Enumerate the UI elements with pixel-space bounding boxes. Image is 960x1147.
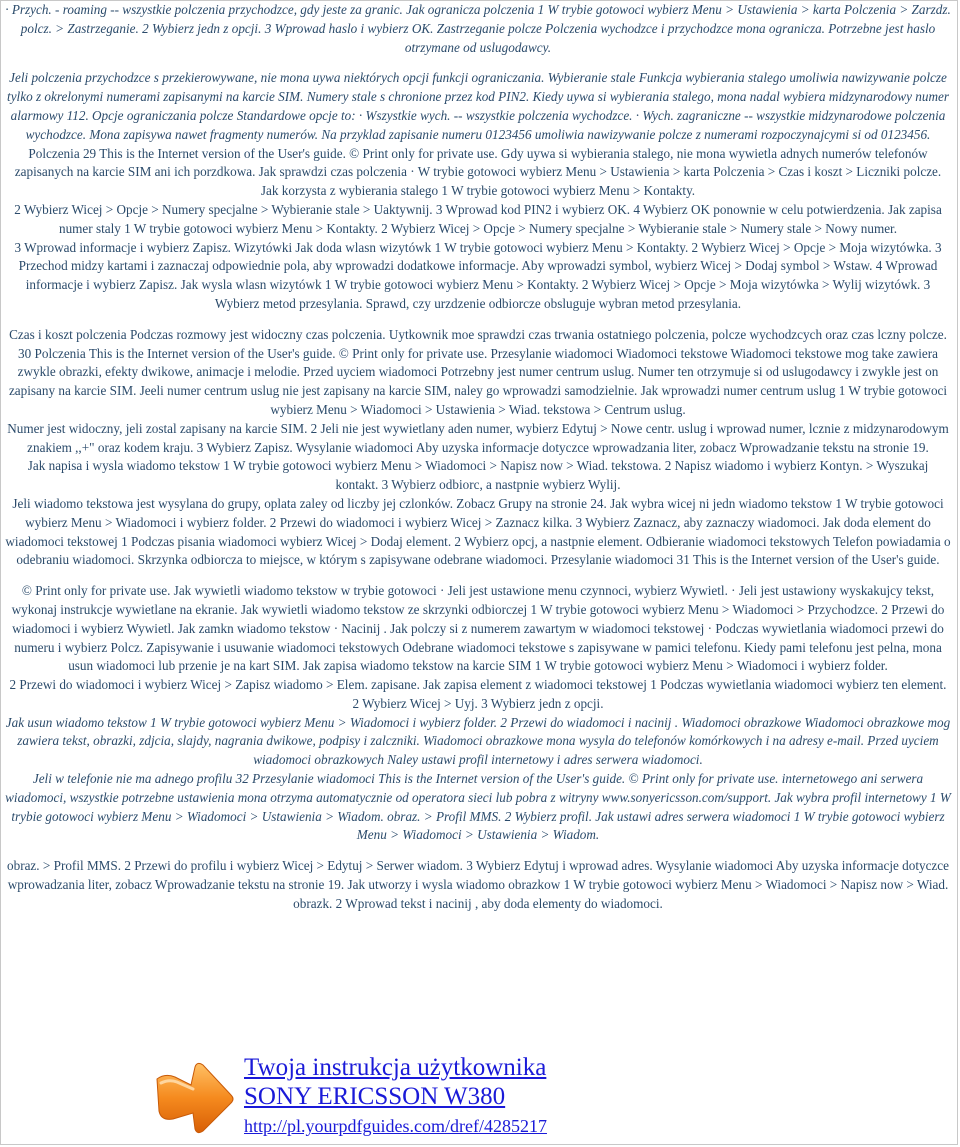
paragraph: Numer jest widoczny, jeli zostal zapisany na karcie SIM. 2 Jeli nie jest wywietlany aden numer, wybierz Edytuj > Nowe centr. uslug i wprowad numer, lcznie z midzynarodowym znakiem ,,+" oraz kodem kraju. 3 Wybierz Zapisz. Wysylanie wiadomoci Aby uzyska informacje dotyczce wprowadzania liter, zobacz Wprowadzanie tekstu na stronie 19.	[7, 420, 949, 455]
paragraph-gap	[5, 845, 951, 857]
paragraph: © Print only for private use. Jak wywietli wiadomo tekstow w trybie gotowoci · Jeli jest ustawione menu czynnoci, wybierz Wywietl. · Jeli jest ustawiony wyskakujcy tekst, wykonaj instrukcje wywietlane na ekranie. Jak wywietli wiadomo tekstow ze skrzynki odbiorczej 1 W trybie gotowoci wybierz Menu > Wiadomoci > Przychodzce. 2 Przewi do wiadomoci i wybierz Wywietl. Jak zamkn wiadomo tekstow · Nacinij . Jak polczy si z numerem zawartym w wiadomoci tekstowej · Podczas wywietlania wiadomoci przewi do numeru i wybierz Polcz. Zapisywanie i usuwanie wiadomoci tekstowych Odebrane wiadomoci tekstowe s zapisywane w pamici telefonu. Kiedy pami telefonu jest pelna, mona usun wiadomoci lub przenie je na kart SIM. Jak zapisa wiadomo tekstow na karcie SIM 1 W trybie gotowoci wybierz Menu > Wiadomoci i wybierz folder.	[11, 583, 945, 674]
paragraph: Jeli w telefonie nie ma adnego profilu 32 Przesylanie wiadomoci This is the Internet version of the User's guide. © Print only for private use. internetowego ani serwera wiadomoci, wszystkie potrzebne ustawienia mona otrzyma automatycznie od operatora sieci lub pobra z witryny www.sonyericsson.com/support. Jak wybra profil internetowy 1 W trybie gotowoci wybierz Menu > Wiadomoci > Ustawienia > Wiadom. obraz. > Profil MMS. 2 Wybierz profil. Jak ustawi adres serwera wiadomoci 1 W trybie gotowoci wybierz Menu > Wiadomoci > Ustawienia > Wiadom.	[5, 771, 951, 843]
paragraph: 2 Przewi do wiadomoci i wybierz Wicej > Zapisz wiadomo > Elem. zapisane. Jak zapisa element z wiadomoci tekstowej 1 Podczas wywietlania wiadomoci wybierz ten element. 2 Wybierz Wicej > Uyj. 3 Wybierz jedn z opcji.	[9, 677, 947, 711]
paragraph: obraz. > Profil MMS. 2 Przewi do profilu i wybierz Wicej > Edytuj > Serwer wiadom. 3 Wybierz Edytuj i wprowad adres. Wysylanie wiadomoci Aby uzyska informacje dotyczce wprowadzania liter, zobacz Wprowadzanie tekstu na stronie 19. Jak utworzy i wysla wiadomo obrazkow 1 W trybie gotowoci wybierz Menu > Wiadomoci > Napisz now > Wiad. obrazk. 2 Wprowad tekst i nacinij , aby doda elementy do wiadomoci.	[7, 858, 949, 911]
document-body	[1, 1, 957, 914]
paragraph-gap	[5, 314, 951, 326]
paragraph-gap	[5, 570, 951, 582]
paragraph: Jeli wiadomo tekstowa jest wysylana do grupy, oplata zaley od liczby jej czlonków. Zobacz Grupy na stronie 24. Jak wybra wicej ni jedn wiadomo tekstow 1 W trybie gotowoci wybierz Menu > Wiadomoci i wybierz folder. 2 Przewi do wiadomoci i wybierz Wicej > Zaznacz kilka. 3 Wybierz Zaznacz, aby zaznaczy wiadomoci. Jak doda element do wiadomoci tekstowej 1 Podczas pisania wiadomoci wybierz Wicej > Dodaj element. 2 Wybierz opcj, a nastpnie element. Odbieranie wiadomoci tekstowych Telefon powiadamia o odebraniu wiadomoci. Skrzynka odbiorcza to miejsce, w którym s zapisywane odebrane wiadomoci. Przesylanie wiadomoci 31 This is the Internet version of the User's guide.	[5, 495, 951, 568]
paragraph: 3 Wprowad informacje i wybierz Zapisz. Wizytówki Jak doda wlasn wizytówk 1 W trybie gotowoci wybierz Menu > Kontakty. 2 Wybierz Wicej > Opcje > Moja wizytówka. 3 Przechod midzy kartami i zaznaczaj odpowiednie pola, aby wprowadzi dodatkowe informacje. Aby wprowadzi symbol, wybierz Wicej > Dodaj symbol > Wstaw. 4 Wprowad informacje i wybierz Zapisz. Jak wysla wlasn wizytówk 1 W trybie gotowoci wybierz Menu > Kontakty. 2 Wybierz Wicej > Opcje > Moja wizytówka > Wylij wizytówk. 3 Wybierz metod przesylania. Sprawd, czy urzdzenie odbiorcze obsluguje wybran metod przesylania.	[14, 239, 942, 311]
footer-links	[244, 1053, 547, 1138]
paragraph: Jeli polczenia przychodzce s przekierowywane, nie mona uywa niektórych opcji funkcji ograniczania. Wybieranie stale Funkcja wybierania stalego umoliwia nawizywanie polcze tylko z okrelonymi numerami zapisanymi na karcie SIM. Numery stale s chronione przez kod PIN2. Kiedy uywa si wybierania stalego, mona nadal wybiera midzynarodowy numer alarmowy 112. Opcje ograniczania polcze Standardowe opcje to: · Wszystkie wych. -- wszystkie polczenia wychodzce. · Wych. zagraniczne -- wszystkie midzynarodowe polczenia wychodzce. Mona zapisywa nawet fragmenty numerów. Na przyklad zapisanie numeru 0123456 umoliwia nawizywanie polcze z numerami rozpoczynajcymi si od 0123456.	[7, 70, 949, 142]
guide-title-link[interactable]: Twoja instrukcja użytkownika	[244, 1054, 547, 1081]
paragraph: Jak usun wiadomo tekstow 1 W trybie gotowoci wybierz Menu > Wiadomoci i wybierz folder. 2 Przewi do wiadomoci i nacinij . Wiadomoci obrazkowe Wiadomoci obrazkowe mog zawiera tekst, obrazki, zdjcia, slajdy, nagrania dwikowe, podpisy i zalczniki. Wiadomoci obrazkowe mona wysyla do telefonów komórkowych i na adresy e-mail. Przed uyciem wiadomoci obrazkowych Naley ustawi profil internetowy i adres serwera wiadomoci.	[5, 714, 951, 768]
paragraph: · Przych. - roaming -- wszystkie polczenia przychodzce, gdy jeste za granic. Jak ogranicza polczenia 1 W trybie gotowoci wybierz Menu > Ustawienia > karta Polczenia > Zarzdz. polcz. > Zastrzeganie. 2 Wybierz jedn z opcji. 3 Wprowad haslo i wybierz OK. Zastrzeganie polcze Polczenia wychodzce i przychodzce mona ogranicza. Potrzebne jest haslo otrzymane od uslugodawcy.	[5, 2, 951, 55]
paragraph: Polczenia 29 This is the Internet version of the User's guide. © Print only for private use. Gdy uywa si wybierania stalego, nie mona wywietla adnych numerów telefonów zapisanych na karcie SIM ani ich porzdkowa. Jak sprawdzi czas polczenia · W trybie gotowoci wybierz Menu > Ustawienia > karta Polczenia > Czas i koszt > Liczniki polcze. Jak korzysta z wybierania stalego 1 W trybie gotowoci wybierz Menu > Kontakty.	[14, 145, 942, 199]
guide-url-link[interactable]: http://pl.yourpdfguides.com/dref/4285217	[244, 1116, 547, 1136]
paragraph-gap	[5, 57, 951, 69]
paragraph: Jak napisa i wysla wiadomo tekstow 1 W trybie gotowoci wybierz Menu > Wiadomoci > Napisz now > Wiad. tekstowa. 2 Napisz wiadomo i wybierz Kontyn. > Wyszukaj kontakt. 3 Wybierz odbiorc, a nastpnie wybierz Wylij.	[27, 458, 929, 493]
product-name-link[interactable]: SONY ERICSSON W380	[244, 1083, 506, 1110]
orange-arrow-icon	[151, 1055, 235, 1139]
footer-banner	[1, 1049, 958, 1145]
paragraph: Czas i koszt polczenia Podczas rozmowy jest widoczny czas polczenia. Uytkownik moe sprawdzi czas trwania ostatniego polczenia, polcze wychodzcych oraz czas lczny polcze. 30 Polczenia This is the Internet version of the User's guide. © Print only for private use. Przesylanie wiadomoci Wiadomoci tekstowe Wiadomoci tekstowe mog take zawiera zwykle obrazki, efekty dwikowe, animacje i melodie. Przed uyciem wiadomoci Potrzebny jest numer centrum uslug. Numer ten otrzymuje si od uslugodawcy i zwykle jest on zapisany na karcie SIM. Jeeli numer centrum uslug nie jest zapisany na karcie SIM, naley go wprowadzi samodzielnie. Jak wprowadzi numer centrum uslug 1 W trybie gotowoci wybierz Menu > Wiadomoci > Ustawienia > Wiad. tekstowa > Centrum uslug.	[8, 326, 948, 417]
paragraph: 2 Wybierz Wicej > Opcje > Numery specjalne > Wybieranie stale > Uaktywnij. 3 Wprowad kod PIN2 i wybierz OK. 4 Wybierz OK ponownie w celu potwierdzenia. Jak zapisa numer staly 1 W trybie gotowoci wybierz Menu > Kontakty. 2 Wybierz Wicej > Opcje > Numery specjalne > Wybieranie stale > Numery stale > Nowy numer.	[14, 201, 942, 236]
